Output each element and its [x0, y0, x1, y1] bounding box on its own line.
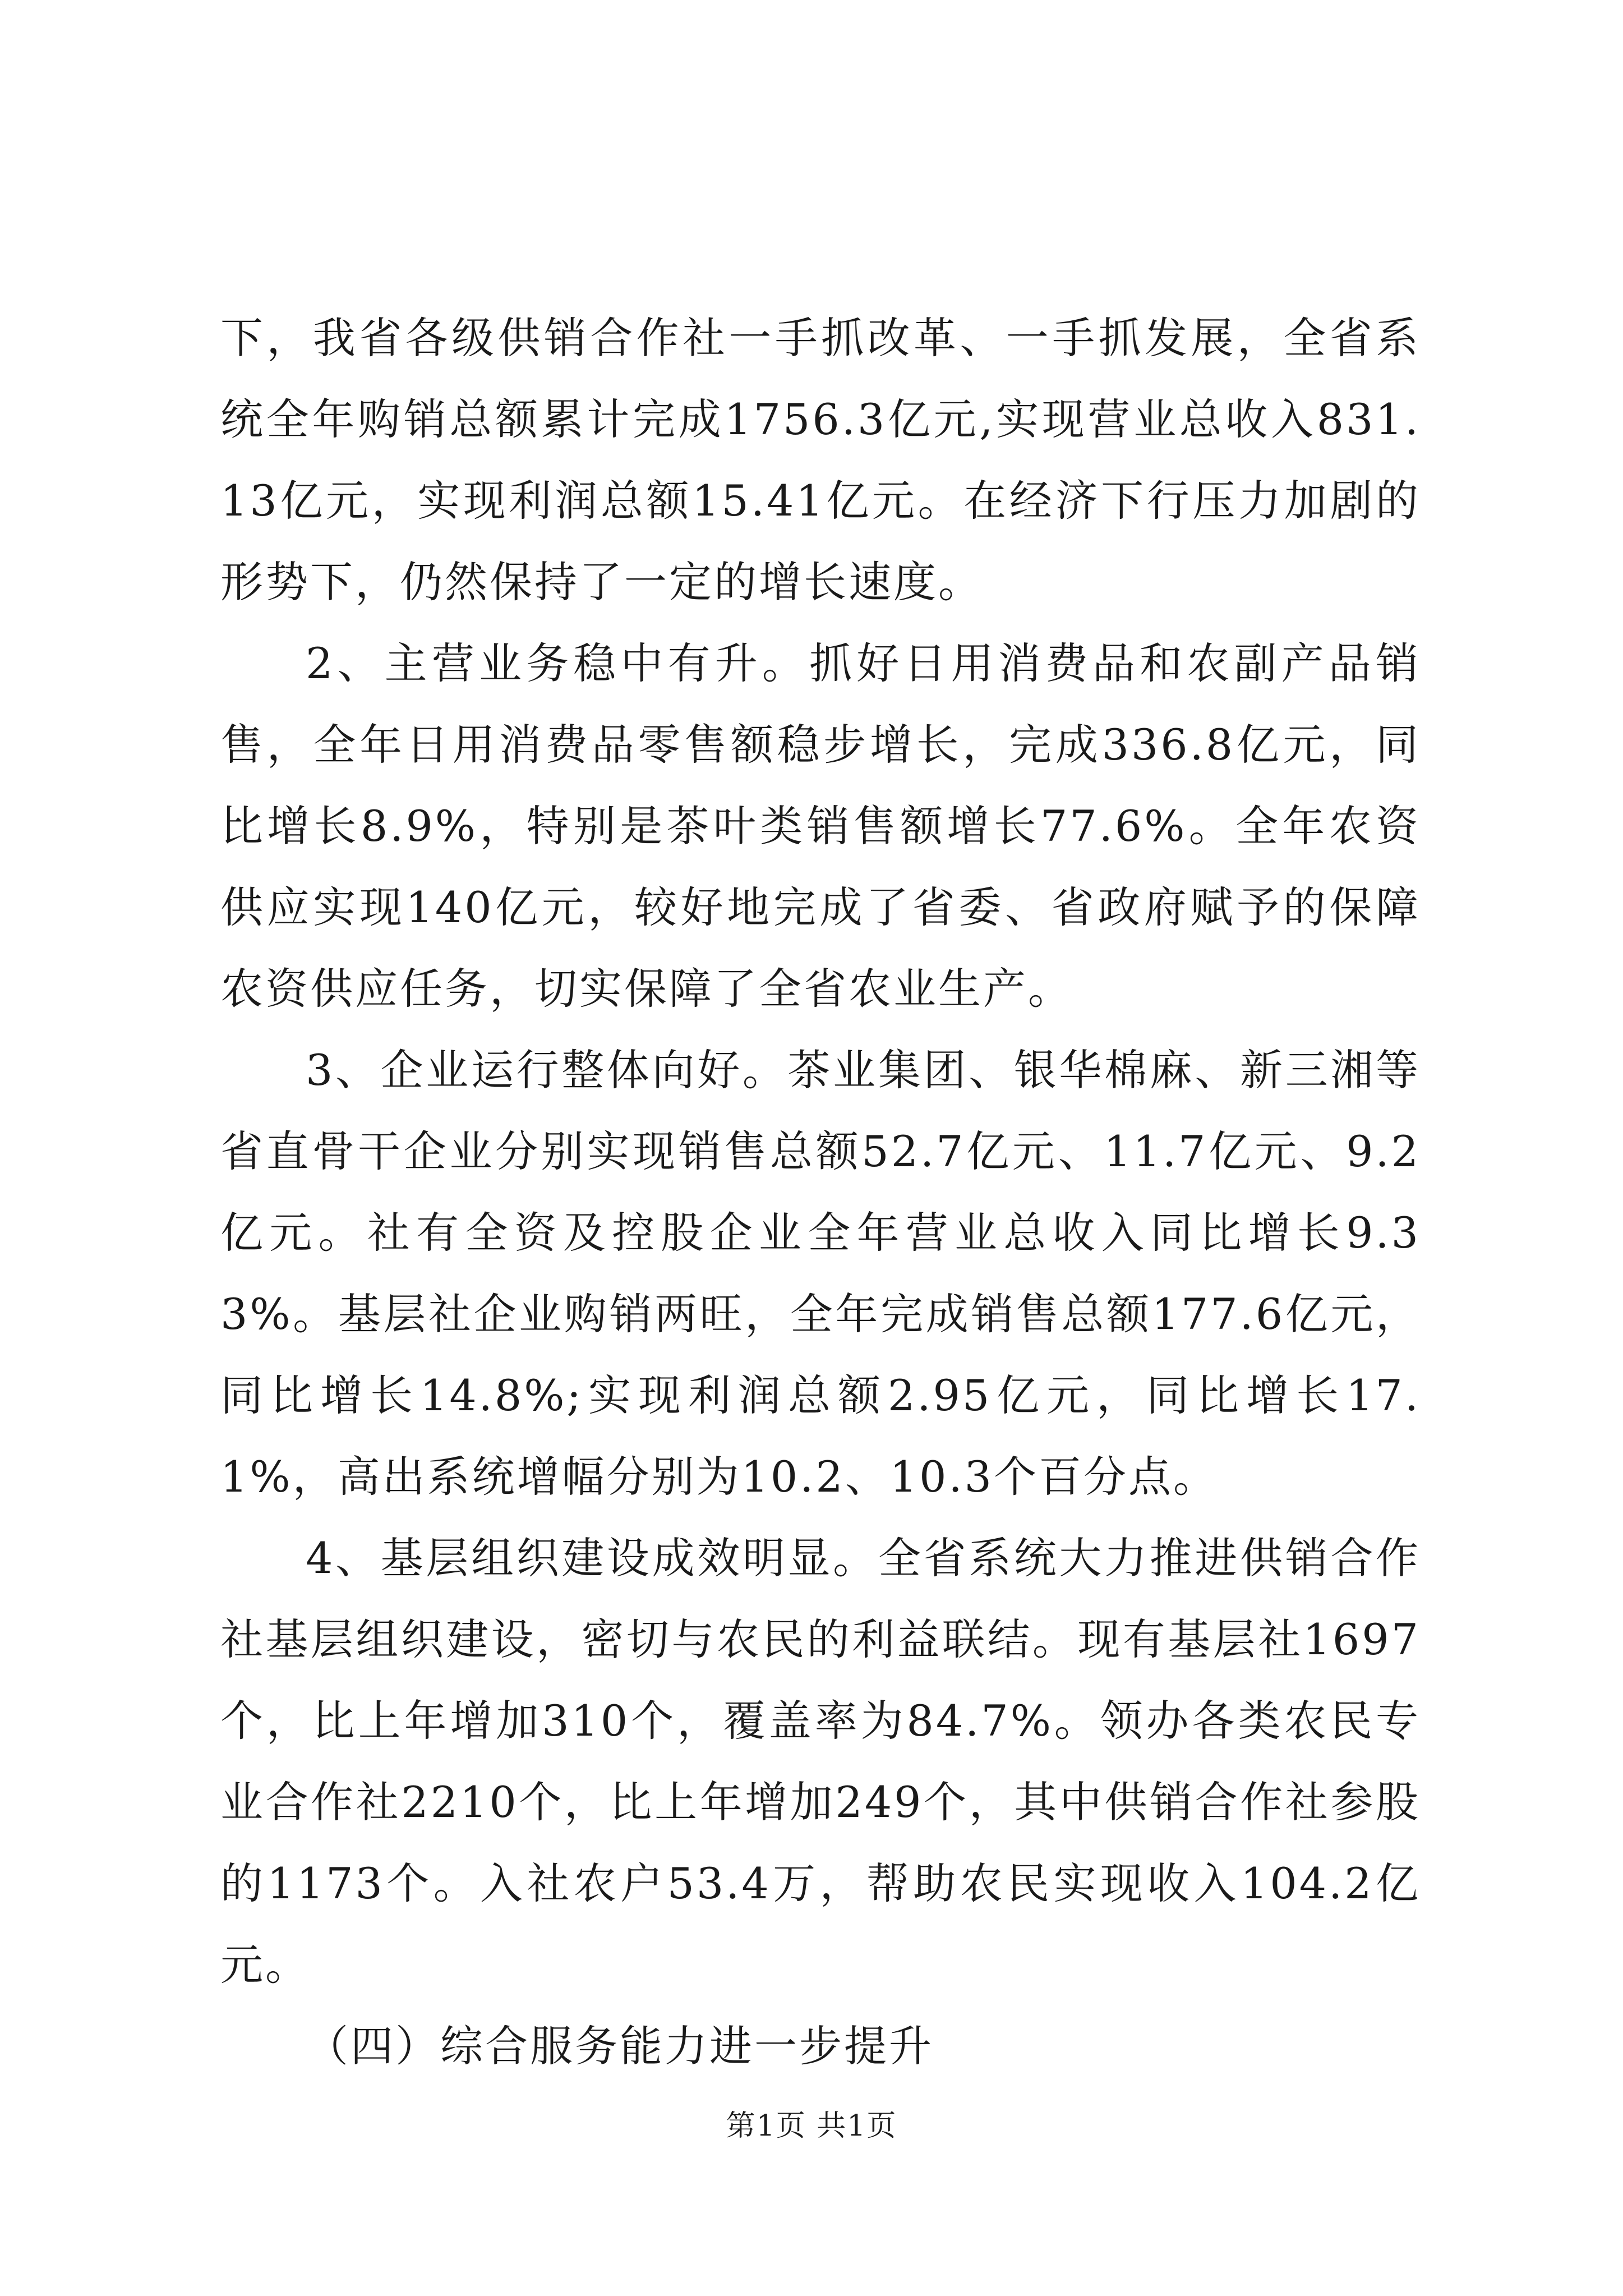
section-heading: （四）综合服务能力进一步提升 — [306, 2021, 934, 2071]
document-body — [220, 297, 1421, 2087]
paragraph-main-business: 2、主营业务稳中有升。抓好日用消费品和农副产品销售，全年日用消费品零售额稳步增长，完成336.8亿元，同比增长8.9%，特别是茶叶类销售额增长77.6%。全年农资供应实现140亿元，较好地完成了省委、省政府赋予的保障农资供应任务，切实保障了全省农业生产。 — [220, 638, 1421, 1014]
page-number-footer: 第1页 共1页 — [726, 2109, 897, 2143]
paragraph-continued: 下，我省各级供销合作社一手抓改革、一手抓发展，全省系统全年购销总额累计完成1756.3亿元,实现营业总收入831.13亿元，实现利润总额15.41亿元。在经济下行压力加剧的形势下，仍然保持了一定的增长速度。 — [220, 313, 1421, 607]
paragraph-enterprise-operation: 3、企业运行整体向好。茶业集团、银华棉麻、新三湘等省直骨干企业分别实现销售总额52.7亿元、11.7亿元、9.2亿元。社有全资及控股企业全年营业总收入同比增长9.33%。基层社企业购销两旺，全年完成销售总额177.6亿元，同比增长14.8%;实现利润总额2.95亿元，同比增长17.1%，高出系统增幅分别为10.2、10.3个百分点。 — [220, 1045, 1421, 1502]
paragraph-grassroots-organization: 4、基层组织建设成效明显。全省系统大力推进供销合作社基层组织建设，密切与农民的利益联结。现有基层社1697个，比上年增加310个，覆盖率为84.7%。领办各类农民专业合作社2210个，比上年增加249个，其中供销合作社参股的1173个。入社农户53.4万，帮助农民实现收入104.2亿元。 — [220, 1533, 1421, 1990]
